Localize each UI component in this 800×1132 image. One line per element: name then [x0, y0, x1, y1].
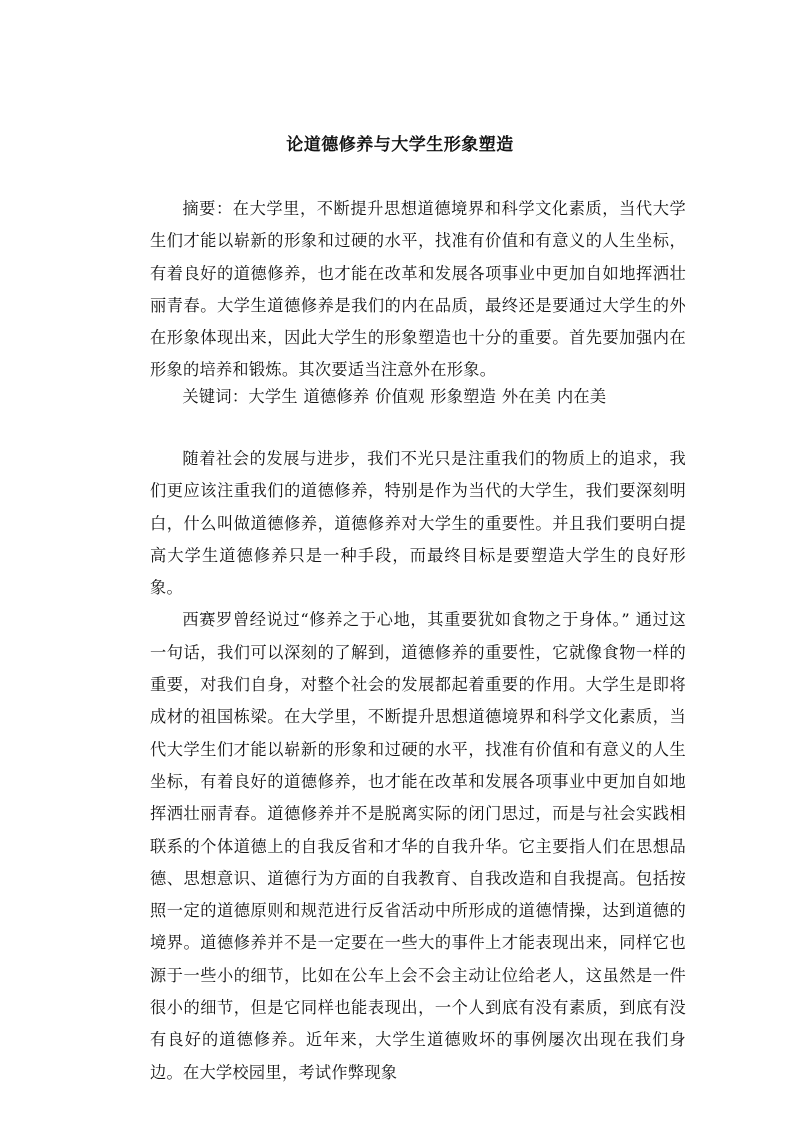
keywords-label: 关键词：	[182, 387, 249, 406]
abstract-section	[150, 193, 686, 387]
body-paragraph: 西赛罗曾经说过“修养之于心地，其重要犹如食物之于身体。” 通过这一句话，我们可以深刻的了解到，道德修养的重要性，它就像食物一样的重要，对我们自身，对整个社会的发展都起着重要的作用。大学生是即将成材的祖国栋梁。在大学里，不断提升思想道德境界和科学文化素质，当代大学生们才能以崭新的形象和过硬的水平，找准有价值和有意义的人生坐标，有着良好的道德修养，也才能在改革和发展各项事业中更加自如地挥洒壮丽青春。道德修养并不是脱离实际的闭门思过，而是与社会实践相联系的个体道德上的自我反省和才华的自我升华。它主要指人们在思想品德、思想意识、道德行为方面的自我教育、自我改造和自我提高。包括按照一定的道德原则和规范进行反省活动中所形成的道德情操，达到道德的境界。道德修养并不是一定要在一些大的事件上才能表现出来，同样它也源于一些小的细节，比如在公车上会不会主动让位给老人，这虽然是一件很小的细节，但是它同样也能表现出，一个人到底有没有素质，到底有没有良好的道德修养。近年来，大学生道德败坏的事例屡次出现在我们身边。在大学校园里，考试作弊现象	[150, 610, 686, 1082]
keyword-item: 价值观	[375, 387, 425, 406]
keyword-item: 大学生	[248, 387, 298, 406]
keyword-item: 道德修养	[303, 387, 370, 406]
body-paragraph: 随着社会的发展与进步，我们不光只是注重我们的物质上的追求，我们更应该注重我们的道德修养，特别是作为当代的大学生，我们要深刻明白，什么叫做道德修养，道德修养对大学生的重要性。并且我们要明白提高大学生道德修养只是一种手段，而最终目标是要塑造大学生的良好形象。	[150, 449, 686, 598]
abstract-text: 在大学里，不断提升思想道德境界和科学文化素质，当代大学生们才能以崭新的形象和过硬的水平，找准有价值和有意义的人生坐标，有着良好的道德修养，也才能在改革和发展各项事业中更加自如地挥洒壮丽青春。大学生道德修养是我们的内在品质，最终还是要通过大学生的外在形象体现出来，因此大学生的形象塑造也十分的重要。首先要加强内在形象的培养和锻炼。其次要适当注意外在形象。	[150, 199, 686, 380]
keywords-paragraph	[150, 381, 686, 413]
document-title: 论道德修养与大学生形象塑造	[286, 135, 514, 155]
keyword-item: 外在美	[501, 387, 552, 406]
keyword-item: 形象塑造	[430, 387, 497, 406]
keyword-item: 内在美	[556, 387, 607, 406]
abstract-label: 摘要：	[182, 199, 233, 218]
abstract-paragraph	[150, 193, 686, 387]
body-section	[150, 443, 686, 1089]
keywords-section	[150, 381, 686, 413]
